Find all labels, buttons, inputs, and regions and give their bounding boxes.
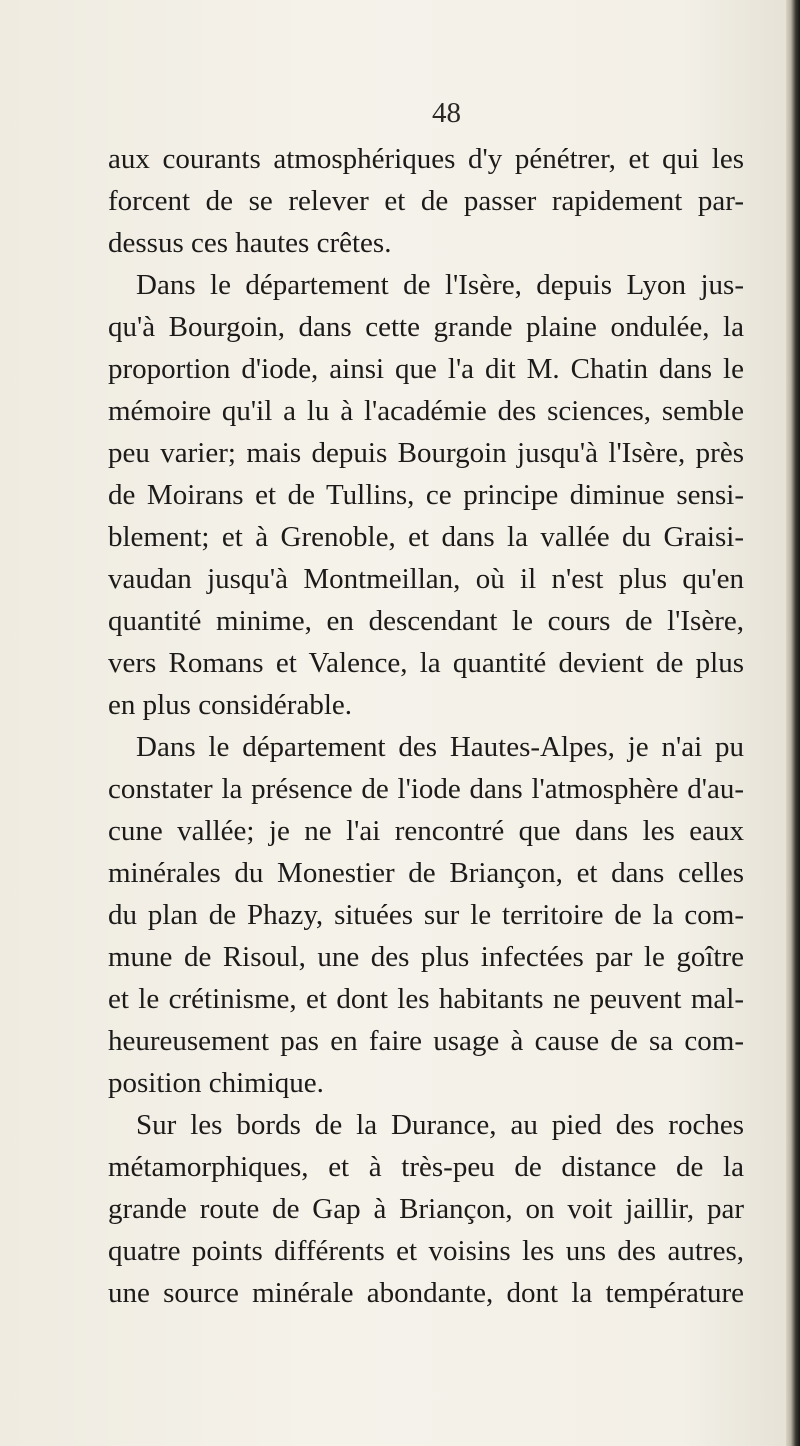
text-line: quantité minime, en descendant le cours de l'Isère,	[108, 605, 744, 637]
text-line: peu varier; mais depuis Bourgoin jusqu'à l'Isère, près	[108, 437, 744, 469]
text-line: en plus considérable.	[108, 689, 353, 721]
text-line: quatre points différents et voisins les uns des autres,	[108, 1235, 744, 1267]
page-number: 48	[432, 97, 461, 129]
text-line: métamorphiques, et à très-peu de distance de la	[108, 1151, 744, 1183]
text-line: Dans le département des Hautes-Alpes, je n'ai pu	[136, 731, 744, 763]
text-line: Sur les bords de la Durance, au pied des roches	[136, 1109, 744, 1141]
text-line: proportion d'iode, ainsi que l'a dit M. Chatin dans le	[108, 353, 744, 385]
text-line: Dans le département de l'Isère, depuis Lyon jus-	[136, 269, 744, 301]
text-line: aux courants atmosphériques d'y pénétrer, et qui les	[108, 143, 744, 175]
page-binding-edge	[786, 0, 800, 1446]
text-line: de Moirans et de Tullins, ce principe diminue sensi-	[108, 479, 744, 511]
text-line: dessus ces hautes crêtes.	[108, 227, 392, 259]
text-line: position chimique.	[108, 1067, 324, 1099]
text-line: minérales du Monestier de Briançon, et dans celles	[108, 857, 744, 889]
text-line: du plan de Phazy, situées sur le territoire de la com-	[108, 899, 744, 931]
text-line: vaudan jusqu'à Montmeillan, où il n'est plus qu'en	[108, 563, 744, 595]
text-line: heureusement pas en faire usage à cause de sa com-	[108, 1025, 744, 1057]
text-line: vers Romans et Valence, la quantité devient de plus	[108, 647, 744, 679]
text-line: et le crétinisme, et dont les habitants ne peuvent mal-	[108, 983, 744, 1015]
text-line: mémoire qu'il a lu à l'académie des sciences, semble	[108, 395, 744, 427]
text-line: constater la présence de l'iode dans l'atmosphère d'au-	[108, 773, 744, 805]
text-line: une source minérale abondante, dont la température	[108, 1277, 744, 1309]
text-line: grande route de Gap à Briançon, on voit jaillir, par	[108, 1193, 744, 1225]
text-line: mune de Risoul, une des plus infectées par le goître	[108, 941, 744, 973]
text-line: cune vallée; je ne l'ai rencontré que dans les eaux	[108, 815, 744, 847]
text-line: qu'à Bourgoin, dans cette grande plaine ondulée, la	[108, 311, 744, 343]
body-text	[108, 138, 744, 1314]
text-line: forcent de se relever et de passer rapidement par-	[108, 185, 744, 217]
text-line: blement; et à Grenoble, et dans la vallée du Graisi-	[108, 521, 744, 553]
